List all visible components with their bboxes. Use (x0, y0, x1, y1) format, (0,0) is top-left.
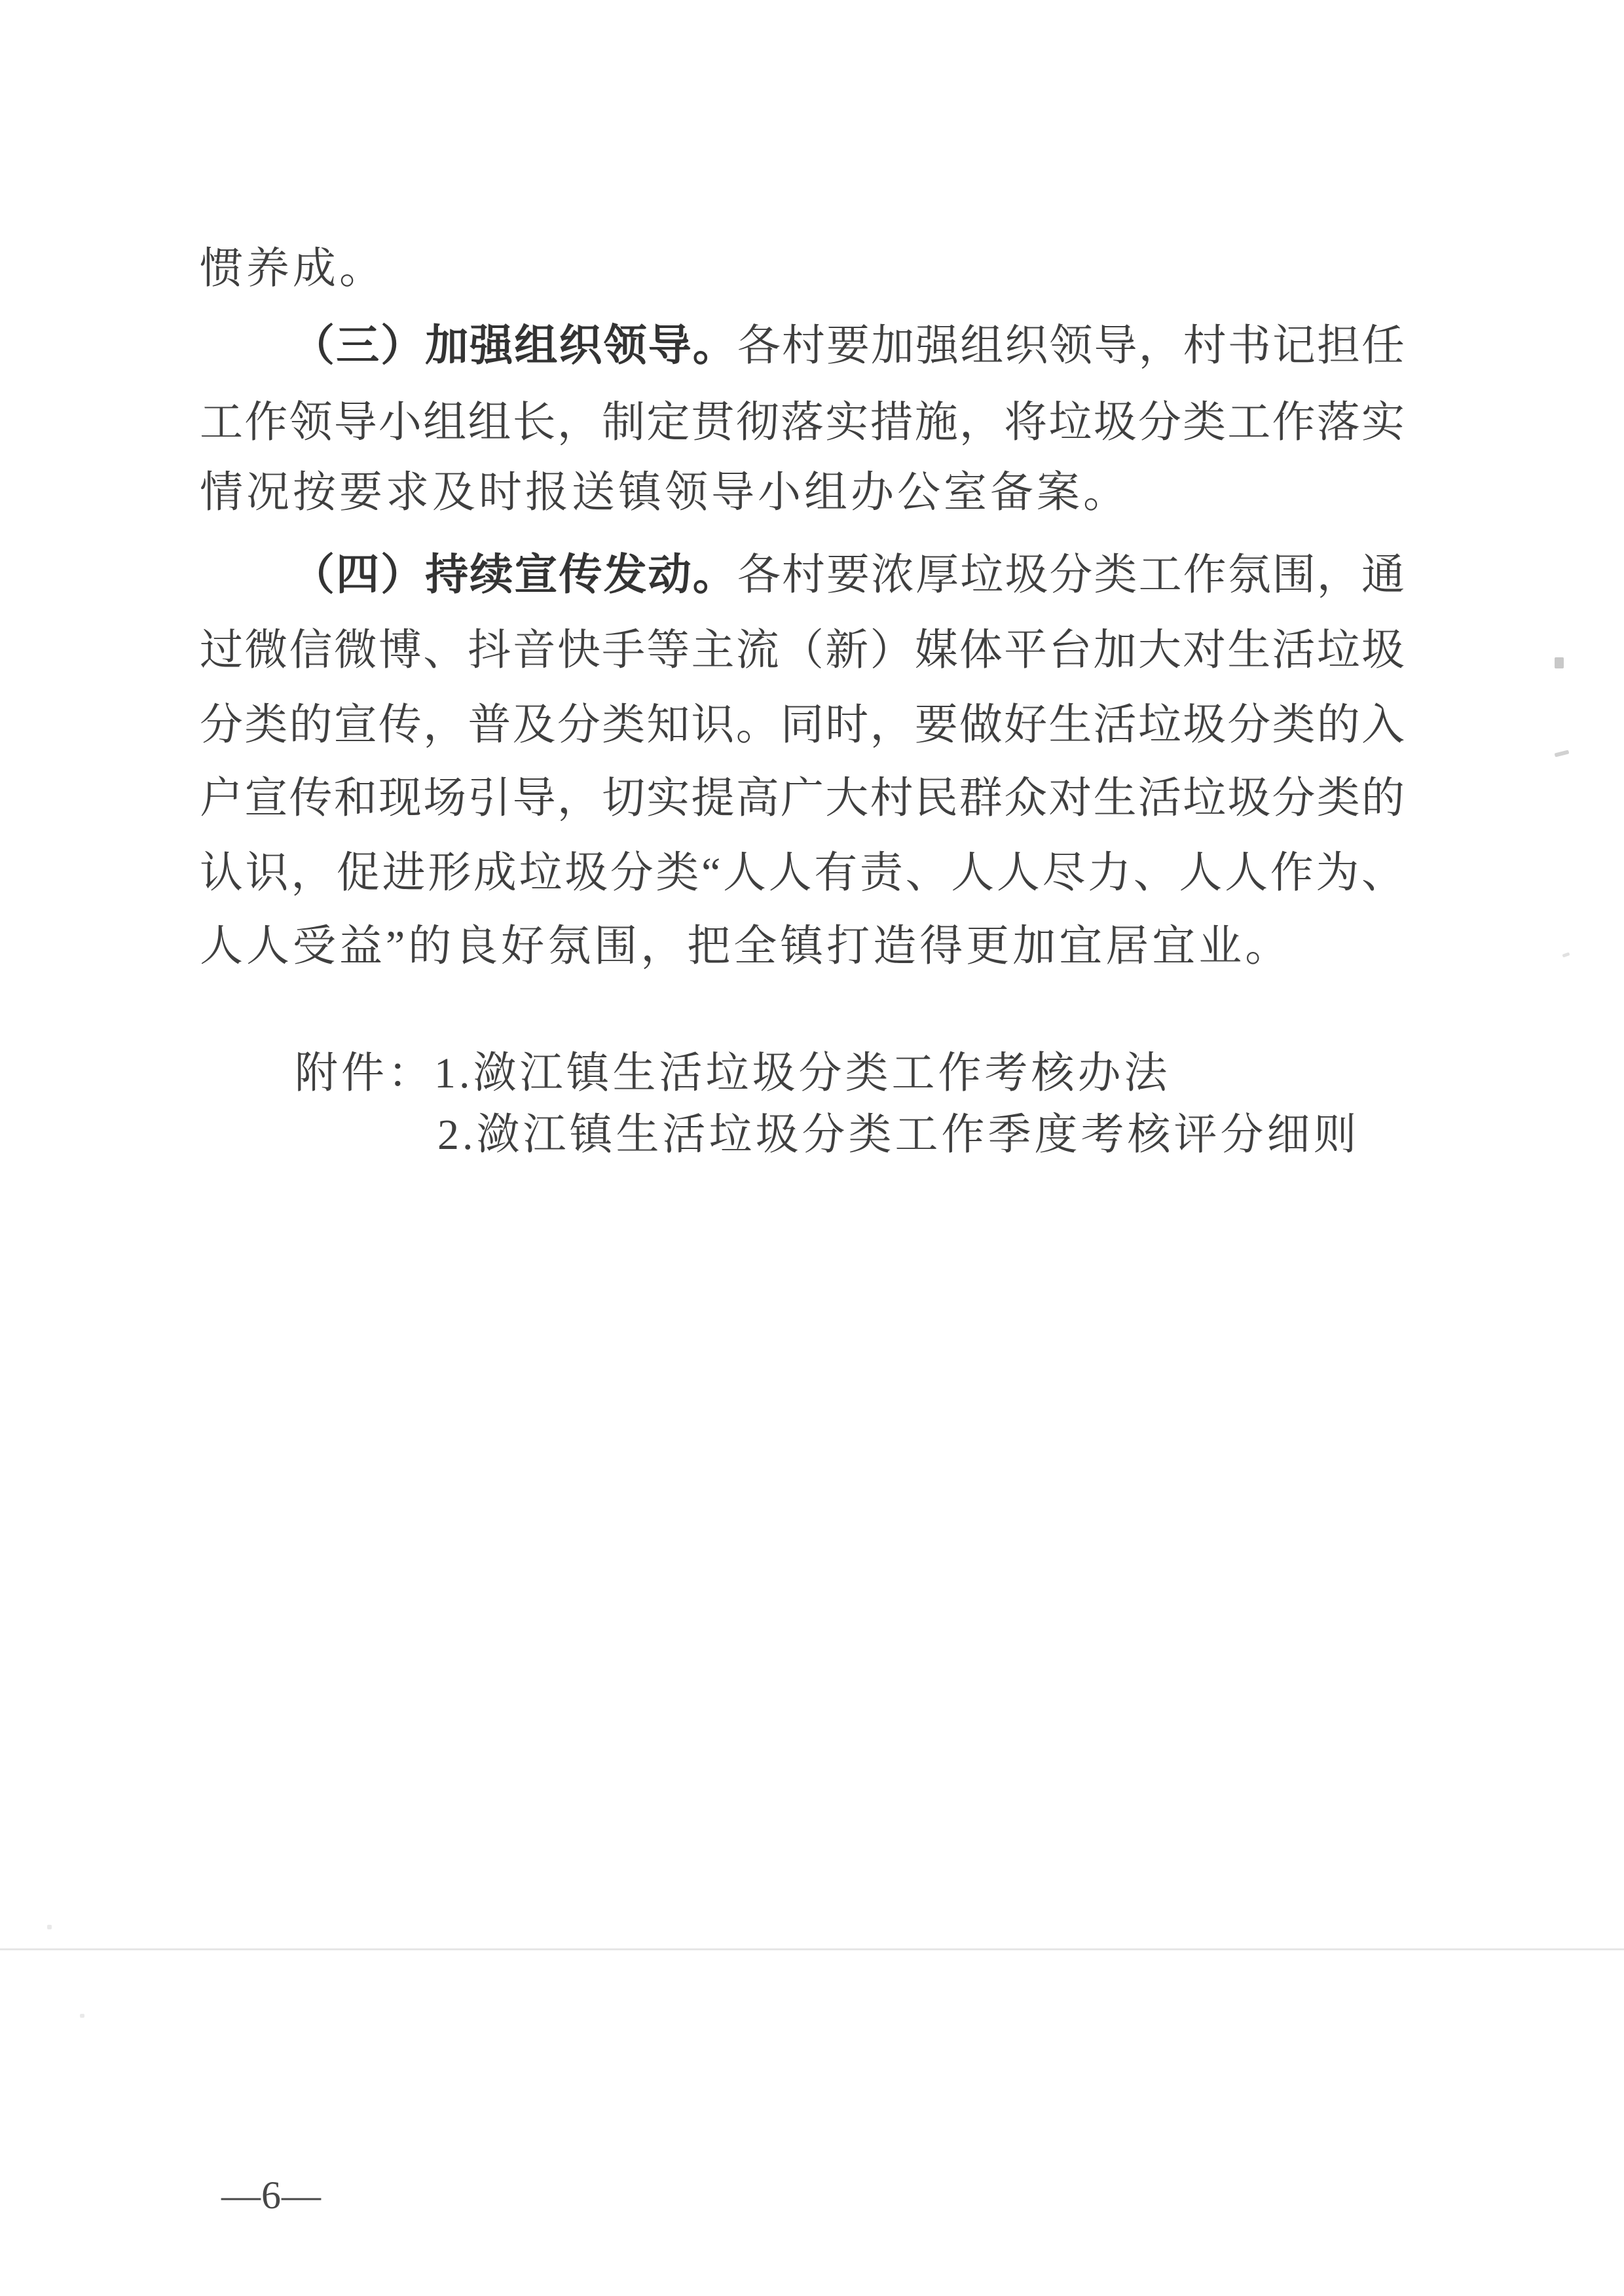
text-line-content: 各村要加强组织领导，村书记担任 (737, 322, 1405, 370)
attachment-item: 2.潋江镇生活垃圾分类工作季度考核评分细则 (437, 1111, 1360, 1159)
text-line (200, 386, 1405, 460)
text-line-content: 过微信微博、抖音快手等主流（新）媒体平台加大对生活垃圾 (200, 627, 1405, 674)
text-line-content: 人人受益”的良好氛围，把全镇打造得更加宜居宜业。 (200, 922, 1292, 970)
text-line-content: 分类的宣传，普及分类知识。同时，要做好生活垃圾分类的入 (200, 701, 1405, 749)
page-number: —6— (221, 2174, 322, 2217)
text-line (200, 309, 1405, 383)
scan-artifact-line (0, 1948, 1624, 1950)
section-heading: （四）持续宣传发动。 (291, 551, 737, 599)
text-line-content: 认识，促进形成垃圾分类“人人有责、人人尽力、人人作为、 (200, 849, 1405, 897)
text-line (200, 836, 1405, 910)
attachment-label: 附件： (295, 1049, 434, 1097)
scan-speck (1562, 952, 1570, 957)
scan-speck (1555, 657, 1564, 668)
text-line-content: 户宣传和现场引导，切实提高广大村民群众对生活垃圾分类的 (200, 774, 1405, 822)
text-line-content: 工作领导小组组长，制定贯彻落实措施，将垃圾分类工作落实 (200, 399, 1405, 446)
attachment-line (437, 1098, 1360, 1172)
scan-speck (1555, 750, 1570, 757)
text-line (200, 909, 1405, 983)
text-line (200, 613, 1405, 687)
section-heading: （三）加强组织领导。 (291, 322, 737, 370)
text-line-content: 情况按要求及时报送镇领导小组办公室备案。 (200, 469, 1130, 517)
text-line (200, 761, 1405, 835)
text-line (200, 538, 1405, 612)
text-line (200, 456, 1405, 530)
scan-speck (47, 1925, 52, 1929)
scan-speck (1348, 335, 1353, 340)
scan-speck (80, 2014, 84, 2018)
text-line-content: 惯养成。 (200, 245, 386, 293)
text-line (200, 688, 1405, 762)
attachment-item: 1.潋江镇生活垃圾分类工作考核办法 (434, 1049, 1171, 1097)
text-line (200, 232, 1405, 306)
text-line-content: 各村要浓厚垃圾分类工作氛围，通 (737, 551, 1405, 599)
